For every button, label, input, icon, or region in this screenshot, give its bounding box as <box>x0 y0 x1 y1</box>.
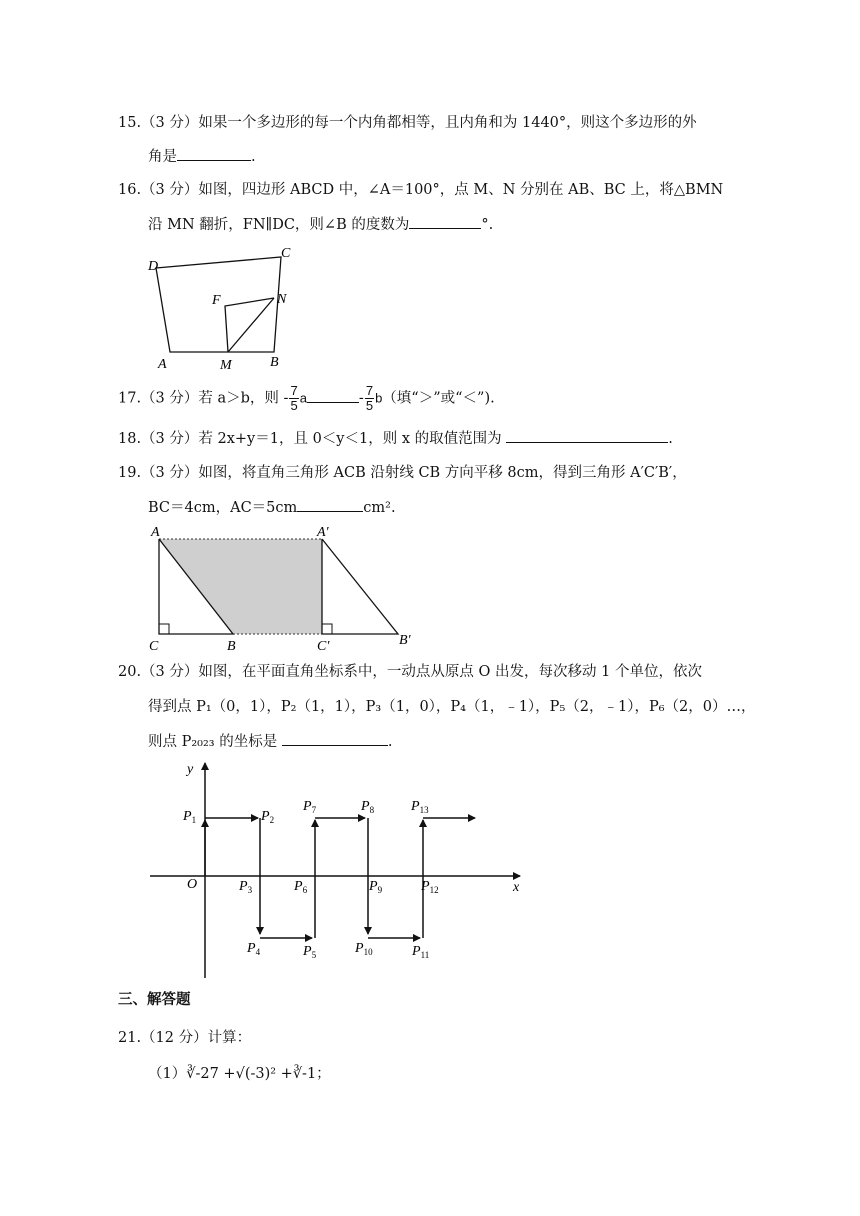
q21-part1: （1）∛-27 +√(-3)² +∛-1； <box>148 1066 331 1082</box>
q16-line2 <box>148 214 493 235</box>
q16-figure <box>140 243 320 373</box>
q19-line2 <box>148 497 396 518</box>
q20-label-P7: $P_7$ <box>303 799 317 815</box>
q16-label-C: C <box>281 246 291 261</box>
q16-line1: 16.（3 分）如图，四边形 ABCD 中，∠A＝100°，点 M、N 分别在 AB、BC 上，将△BMN <box>118 182 724 198</box>
q16-label-N: N <box>277 292 287 307</box>
q16-answer-suffix: °. <box>481 217 494 233</box>
q20-label-P13: $P_{13}$ <box>411 799 429 815</box>
q20-label-P6: $P_6$ <box>294 879 308 895</box>
q15-answer-blank[interactable] <box>177 146 251 161</box>
q20-label-y: y <box>187 762 194 777</box>
q20-label-P2: $P_2$ <box>261 809 275 825</box>
q19-label-A: A <box>151 525 160 540</box>
q16-label-F: F <box>212 293 221 308</box>
q19-label-C-prime: C′ <box>317 639 330 652</box>
q20-label-P10: $P_{10}$ <box>355 941 373 957</box>
q18-line <box>118 428 673 449</box>
q17-prefix: 17.（3 分）若 a＞b，则 - <box>118 390 289 407</box>
q20-label-P3: $P_3$ <box>239 879 253 895</box>
q20-label-P9: $P_9$ <box>369 879 383 895</box>
q20-answer-prefix: 则点 P₂₀₂₃ 的坐标是 <box>148 734 278 750</box>
q19-label-B: B <box>227 639 236 652</box>
q16-label-D: D <box>148 259 159 274</box>
q15-line1: 15.（3 分）如果一个多边形的每一个内角都相等，且内角和为 1440°，则这个多边形的外 <box>118 115 697 131</box>
q20-answer-blank[interactable] <box>282 731 388 746</box>
q19-answer-suffix: cm². <box>363 500 396 516</box>
q20-label-O: O <box>187 877 198 892</box>
q18-answer-blank[interactable] <box>506 428 668 443</box>
q20-line2: 得到点 P₁（0，1），P₂（1，1），P₃（1，0），P₄（1，﹣1），P₅（2，﹣1），P₆（2，0）…， <box>148 699 756 715</box>
q17-var-a: a <box>299 390 307 406</box>
q17-answer-blank[interactable] <box>307 388 359 403</box>
q20-figure <box>145 758 535 983</box>
q16-label-A: A <box>158 357 167 372</box>
q17-mid: - <box>358 390 364 407</box>
q20-label-P12: $P_{12}$ <box>421 879 439 895</box>
q20-label-P1: $P_1$ <box>183 809 197 825</box>
q19-answer-blank[interactable] <box>297 497 363 512</box>
q16-label-M: M <box>220 358 232 373</box>
q20-line1: 20.（3 分）如图，在平面直角坐标系中，一动点从原点 O 出发，每次移动 1 个单位，依次 <box>118 664 702 680</box>
q20-label-x: x <box>513 880 520 895</box>
q20-line3 <box>148 731 392 752</box>
q17-line <box>118 384 495 413</box>
q20-answer-suffix: . <box>387 734 393 750</box>
q21-title: 21.（12 分）计算： <box>118 1030 252 1046</box>
q16-label-B: B <box>270 355 279 370</box>
q16-answer-blank[interactable] <box>409 214 481 229</box>
q16-answer-prefix: 沿 MN 翻折，FN∥DC，则∠B 的度数为 <box>148 217 410 233</box>
section-title: 三、解答题 <box>118 992 191 1008</box>
q20-label-P8: $P_8$ <box>361 799 375 815</box>
q17-fraction-2: $\frac{7}{5}$ <box>365 383 374 413</box>
q20-label-P5: $P_5$ <box>303 944 317 960</box>
q20-label-P11: $P_{11}$ <box>412 944 430 960</box>
q15-answer-suffix: . <box>251 149 256 165</box>
q17-var-b: b <box>375 390 383 406</box>
q20-label-P4: $P_4$ <box>247 941 261 957</box>
q19-label-B-prime: B′ <box>399 633 411 648</box>
q19-answer-prefix: BC＝4cm，AC＝5cm <box>148 500 298 516</box>
q17-suffix: （填“＞”或“＜”). <box>382 390 495 407</box>
q15-answer-prefix: 角是 <box>148 149 177 165</box>
q19-line1: 19.（3 分）如图，将直角三角形 ACB 沿射线 CB 方向平移 8cm，得到三角形 A′C′B′， <box>118 465 687 481</box>
q19-figure <box>145 522 425 652</box>
q19-label-A-prime: A′ <box>317 525 329 540</box>
q19-label-C: C <box>149 639 159 652</box>
q18-end: . <box>668 431 673 447</box>
q18-text: 18.（3 分）若 2x+y＝1，且 0＜y＜1，则 x 的取值范围为 <box>118 431 502 447</box>
q15-line2 <box>148 146 256 167</box>
q17-fraction-1: $\frac{7}{5}$ <box>290 383 298 413</box>
